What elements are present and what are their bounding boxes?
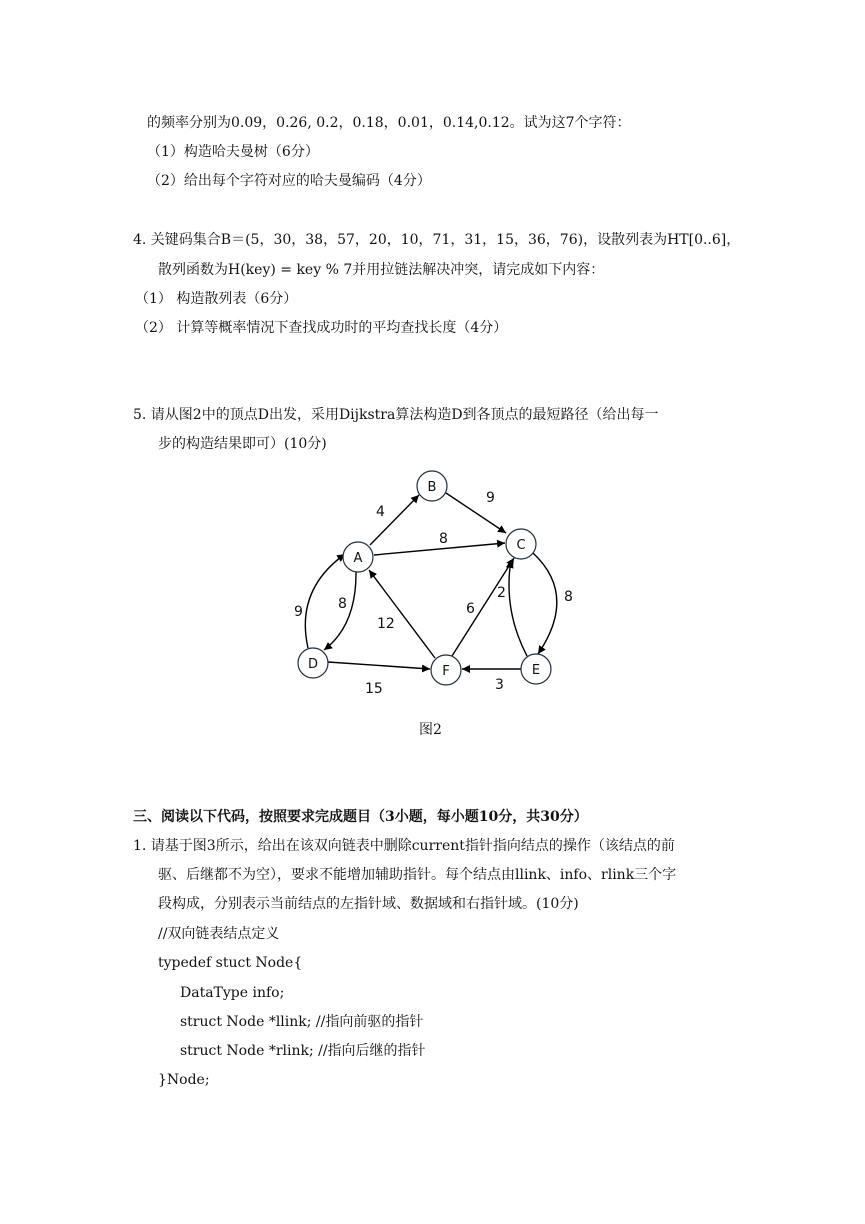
weight-b-c: 9 [486,490,495,506]
edge-c-e [533,553,557,654]
edge-f-c [452,558,514,656]
edge-a-b [370,495,419,545]
question5-text-line1: 5. 请从图2中的顶点D出发，采用Dijkstra算法构造D到各顶点的最短路径（给出每一 [133,407,659,423]
weight-f-a: 12 [377,616,395,632]
node-f-label: F [442,664,450,679]
section3-q1-text-line3: 段构成，分别表示当前结点的左指针域、数据域和右指针域。(10分) [158,896,579,912]
weight-f-c: 6 [466,601,475,617]
node-b-label: B [427,480,437,495]
node-d-label: D [307,657,319,672]
question3-text-frequency: 的频率分别为0.09，0.26, 0.2，0.18，0.01，0.14,0.12。试为这7个字符： [147,115,631,131]
question3-part1: （1）构造哈夫曼树（6分） [147,144,319,160]
weight-c-e: 8 [564,589,573,605]
node-b [417,471,447,501]
weight-a-b: 4 [376,504,385,520]
node-c [506,529,536,559]
code-rlink-field: struct Node *rlink; //指向后继的指针 [180,1043,426,1059]
weight-a-c: 8 [439,531,448,547]
section3-heading: 三、阅读以下代码，按照要求完成题目（3小题，每小题10分，共30分） [133,809,588,825]
figure2-caption: 图2 [419,722,442,738]
node-c-label: C [516,538,526,553]
edge-b-c [446,493,506,533]
weight-d-a: 9 [294,604,303,620]
weight-a-d: 8 [338,596,347,612]
edge-f-a [369,570,435,658]
edge-d-f [328,662,430,669]
code-comment: //双向链表结点定义 [158,926,280,942]
code-typedef: typedef stuct Node{ [158,955,303,971]
code-info-field: DataType info; [180,985,285,1001]
code-closing: }Node; [158,1072,210,1088]
node-e-label: E [531,663,541,678]
edge-e-c [509,560,527,656]
node-a [343,542,373,572]
question3-part2: （2）给出每个字符对应的哈夫曼编码（4分） [147,173,431,189]
question4-text-line1: 4. 关键码集合B＝(5，30，38，57，20，10，71，31，15，36，76)，设散列表为HT[0..6]， [133,232,741,248]
node-e [521,654,551,684]
question4-part2: （2） 计算等概率情况下查找成功时的平均查找长度（4分） [135,320,508,336]
node-d [298,648,328,678]
question4-part1: （1） 构造散列表（6分） [135,291,298,307]
weight-e-c: 2 [497,585,506,601]
weight-e-f: 3 [495,677,504,693]
code-llink-field: struct Node *llink; //指向前驱的指针 [180,1014,424,1030]
node-a-label: A [353,551,363,566]
weight-d-f: 15 [365,681,383,697]
section3-q1-text-line2: 驱、后继都不为空），要求不能增加辅助指针。每个结点由llink、info、rlink三个字 [158,867,677,883]
node-f [431,655,461,685]
section3-q1-text-line1: 1. 请基于图3所示，给出在该双向链表中删除current指针指向结点的操作（该结点的前 [133,838,675,854]
question4-text-line2: 散列函数为H(key) = key % 7并用拉链法解决冲突，请完成如下内容： [158,262,605,278]
question5-text-line2: 步的构造结果即可）(10分) [158,436,327,452]
